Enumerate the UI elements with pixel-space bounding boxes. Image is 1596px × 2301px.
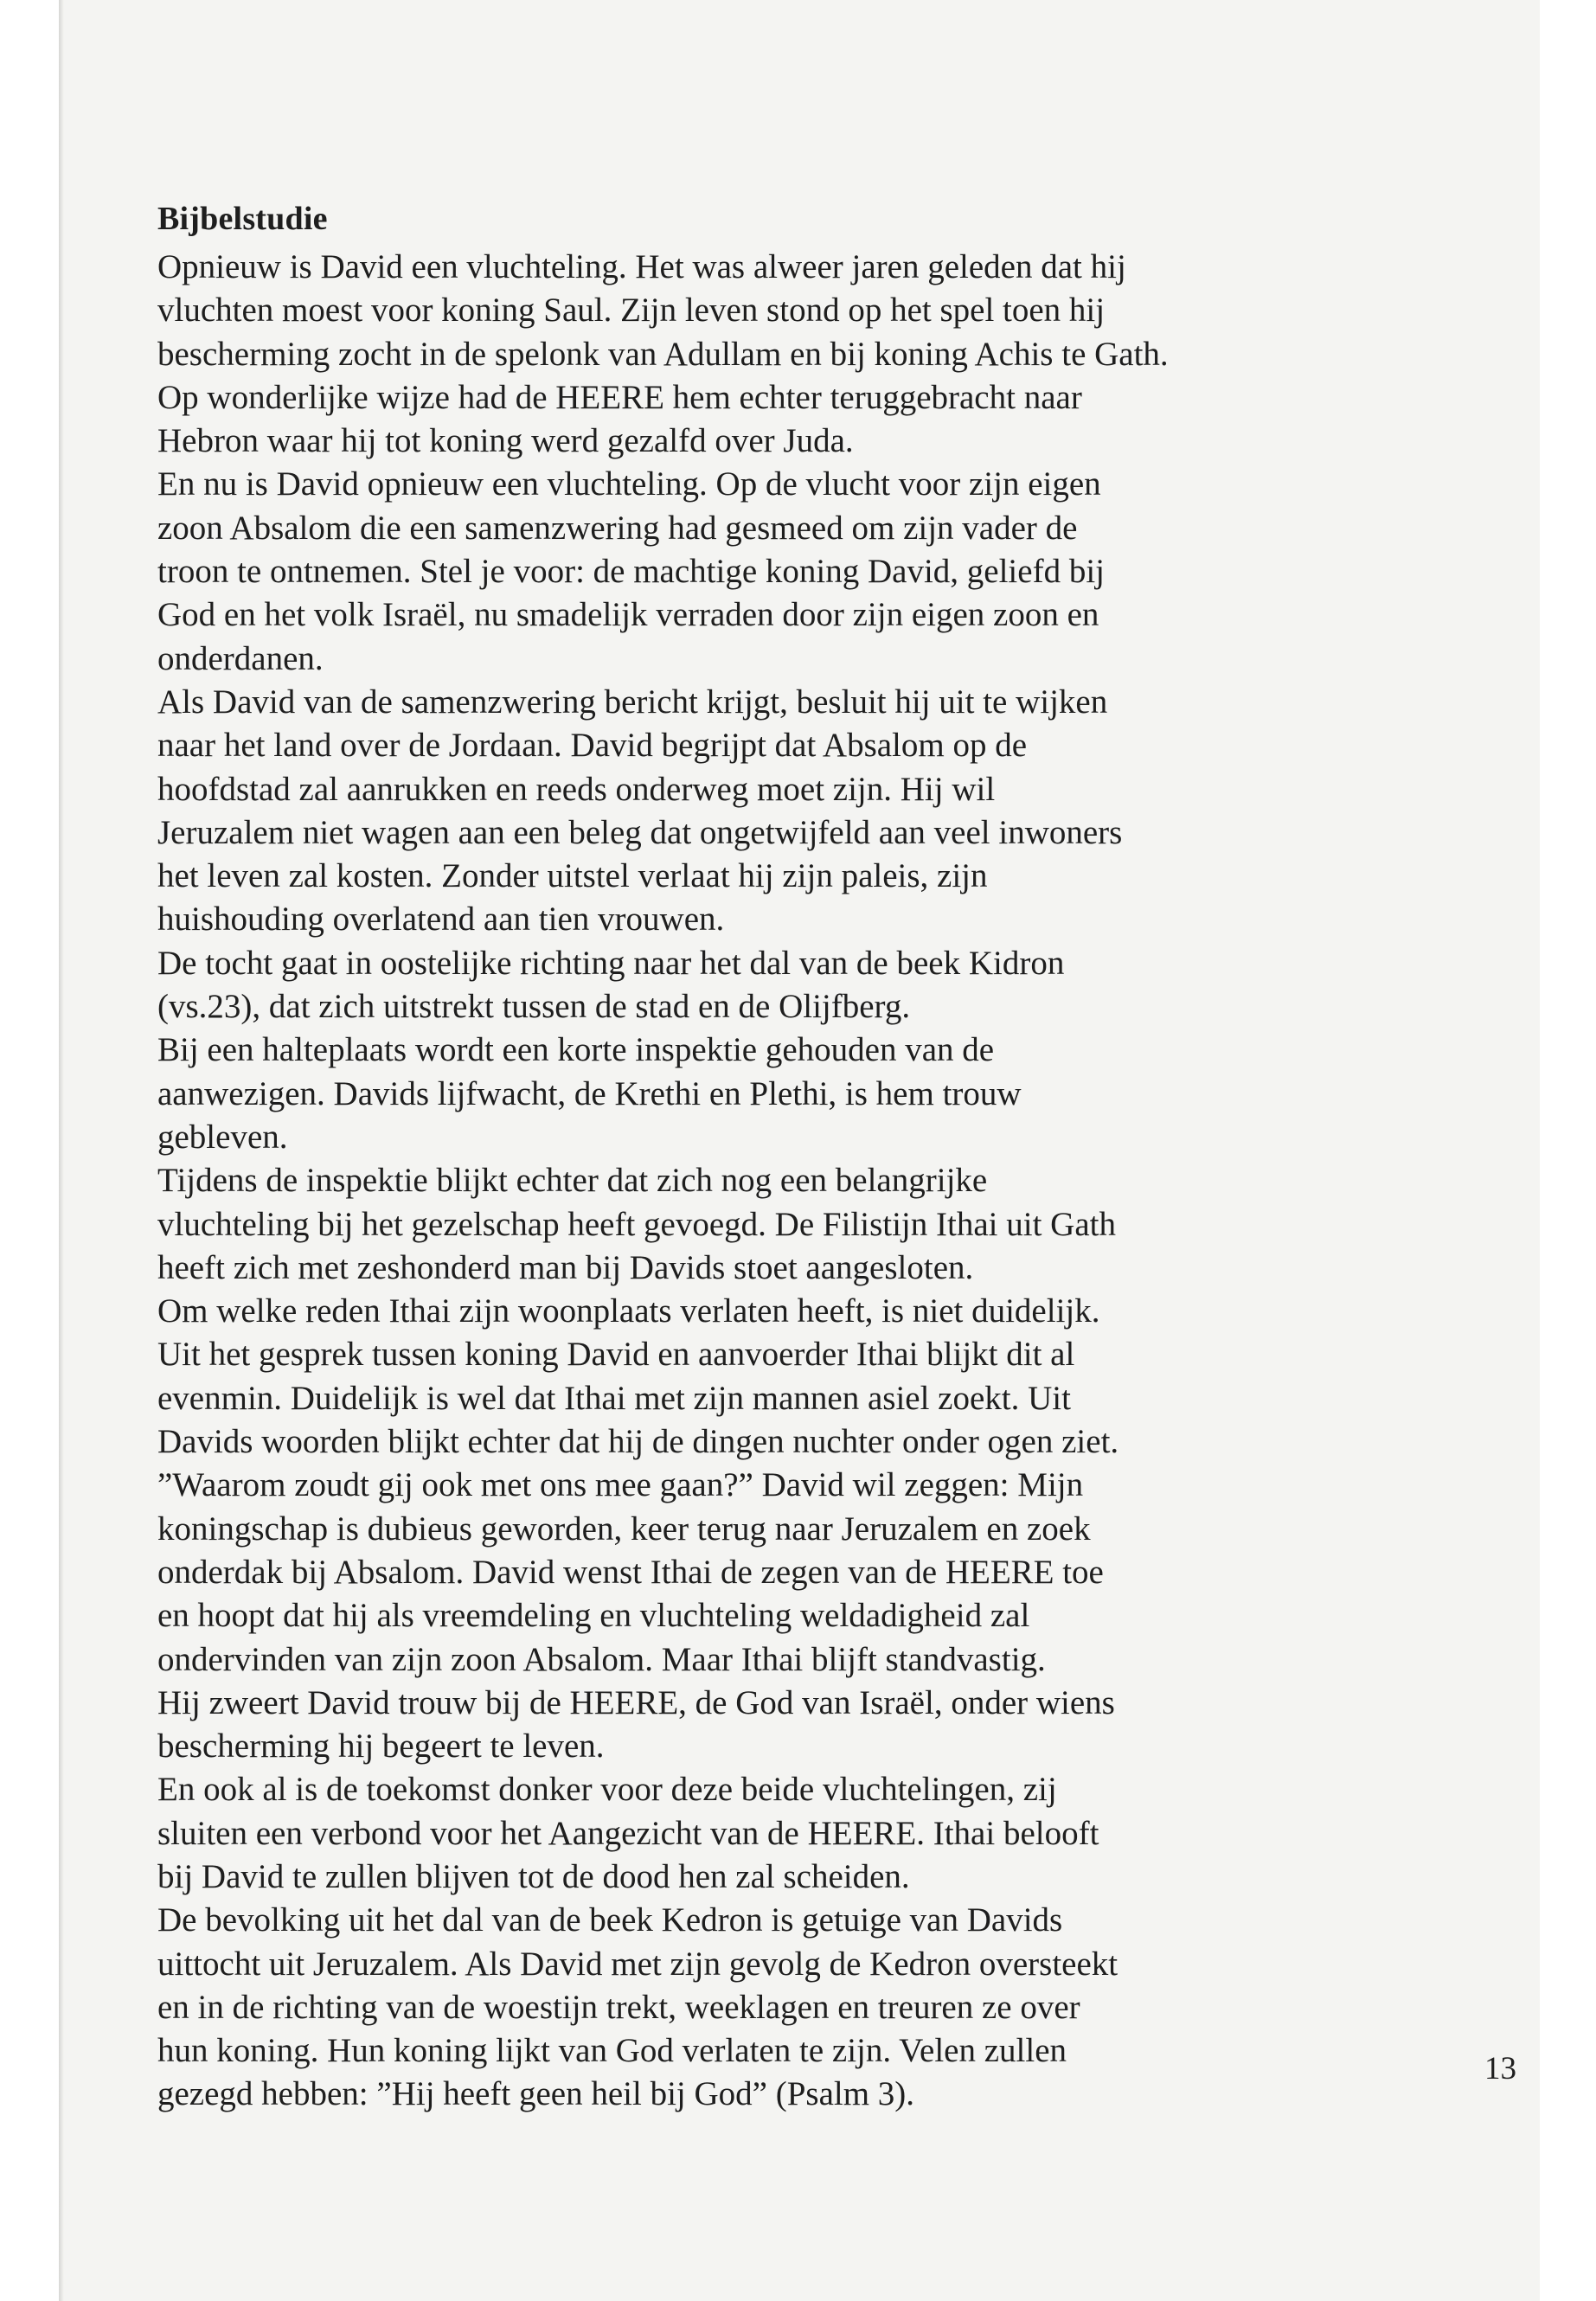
text-line: aanwezigen. Davids lijfwacht, de Krethi en Plethi, is hem trouw xyxy=(157,1074,1022,1112)
text-line: Jeruzalem niet wagen aan een beleg dat ongetwijfeld aan veel inwoners xyxy=(157,813,1123,851)
text-line: Uit het gesprek tussen koning David en aanvoerder Ithai blijkt dit al xyxy=(157,1336,1075,1374)
text-line: Tijdens de inspektie blijkt echter dat zich nog een belangrijke xyxy=(157,1162,988,1200)
text-line: Davids woorden blijkt echter dat hij de dingen nuchter onder ogen ziet. xyxy=(157,1423,1119,1461)
text-line: (vs.23), dat zich uitstrekt tussen de stad en de Olijfberg. xyxy=(157,988,911,1026)
text-line: En ook al is de toekomst donker voor deze beide vluchtelingen, zij xyxy=(157,1771,1057,1809)
text-line: gebleven. xyxy=(157,1118,288,1156)
text-line: bij David te zullen blijven tot de dood hen zal scheiden. xyxy=(157,1857,910,1895)
text-line: koningschap is dubieus geworden, keer terug naar Jeruzalem en zoek xyxy=(157,1509,1091,1548)
text-line: vluchteling bij het gezelschap heeft gevoegd. De Filistijn Ithai uit Gath xyxy=(157,1205,1116,1243)
text-line: heeft zich met zeshonderd man bij Davids stoet aangesloten. xyxy=(157,1248,974,1286)
page-number: 13 xyxy=(1484,2051,1516,2086)
text-line: onderdak bij Absalom. David wenst Ithai de zegen van de HEERE toe xyxy=(157,1553,1104,1591)
text-line: zoon Absalom die een samenzwering had gesmeed om zijn vader de xyxy=(157,509,1078,547)
text-line: uittocht uit Jeruzalem. Als David met zijn gevolg de Kedron oversteekt xyxy=(157,1945,1118,1983)
text-line: Op wonderlijke wijze had de HEERE hem echter teruggebracht naar xyxy=(157,378,1082,416)
text-line: Als David van de samenzwering bericht krijgt, besluit hij uit te wijken xyxy=(157,683,1108,721)
text-line: en hoopt dat hij als vreemdeling en vluchteling weldadigheid zal xyxy=(157,1597,1030,1635)
text-line: vluchten moest voor koning Saul. Zijn leven stond op het spel toen hij xyxy=(157,292,1106,330)
text-line: evenmin. Duidelijk is wel dat Ithai met zijn mannen asiel zoekt. Uit xyxy=(157,1379,1071,1417)
text-line: De tocht gaat in oostelijke richting naar het dal van de beek Kidron xyxy=(157,944,1065,982)
text-line: en in de richting van de woestijn trekt, weeklagen en treuren ze over xyxy=(157,1988,1080,2026)
page-edge xyxy=(59,0,64,2301)
text-line: ”Waarom zoudt gij ook met ons mee gaan?” David wil zeggen: Mijn xyxy=(157,1466,1084,1504)
text-line: hun koning. Hun koning lijkt van God verlaten te zijn. Velen zullen xyxy=(157,2032,1067,2070)
text-line: De bevolking uit het dal van de beek Kedron is getuige van Davids xyxy=(157,1901,1063,1939)
text-line: naar het land over de Jordaan. David begrijpt dat Absalom op de xyxy=(157,727,1028,765)
section-heading: Bijbelstudie xyxy=(157,201,328,237)
text-line: bescherming zocht in de spelonk van Adullam en bij koning Achis te Gath. xyxy=(157,335,1169,373)
text-line: En nu is David opnieuw een vluchteling. Op de vlucht voor zijn eigen xyxy=(157,465,1101,503)
text-line: ondervinden van zijn zoon Absalom. Maar Ithai blijft standvastig. xyxy=(157,1640,1046,1678)
text-line: Bij een halteplaats wordt een korte inspektie gehouden van de xyxy=(157,1031,995,1069)
text-line: troon te ontnemen. Stel je voor: de machtige koning David, geliefd bij xyxy=(157,553,1105,591)
text-line: Opnieuw is David een vluchteling. Het was alweer jaren geleden dat hij xyxy=(157,248,1126,285)
text-line: God en het volk Israël, nu smadelijk verraden door zijn eigen zoon en xyxy=(157,596,1099,634)
text-line: hoofdstad zal aanrukken en reeds onderweg moet zijn. Hij wil xyxy=(157,770,996,808)
text-line: huishouding overlatend aan tien vrouwen. xyxy=(157,901,725,939)
text-line: Hij zweert David trouw bij de HEERE, de God van Israël, onder wiens xyxy=(157,1683,1115,1721)
text-line: gezegd hebben: ”Hij heeft geen heil bij God” (Psalm 3). xyxy=(157,2075,915,2113)
text-line: Hebron waar hij tot koning werd gezalfd over Juda. xyxy=(157,422,854,460)
page-content xyxy=(157,197,1420,2117)
body-text xyxy=(157,246,1420,2117)
text-line: sluiten een verbond voor het Aangezicht van de HEERE. Ithai belooft xyxy=(157,1814,1099,1852)
text-line: het leven zal kosten. Zonder uitstel verlaat hij zijn paleis, zijn xyxy=(157,857,988,895)
text-line: onderdanen. xyxy=(157,639,324,677)
text-line: bescherming hij begeert te leven. xyxy=(157,1727,605,1766)
text-line: Om welke reden Ithai zijn woonplaats verlaten heeft, is niet duidelijk. xyxy=(157,1292,1100,1330)
